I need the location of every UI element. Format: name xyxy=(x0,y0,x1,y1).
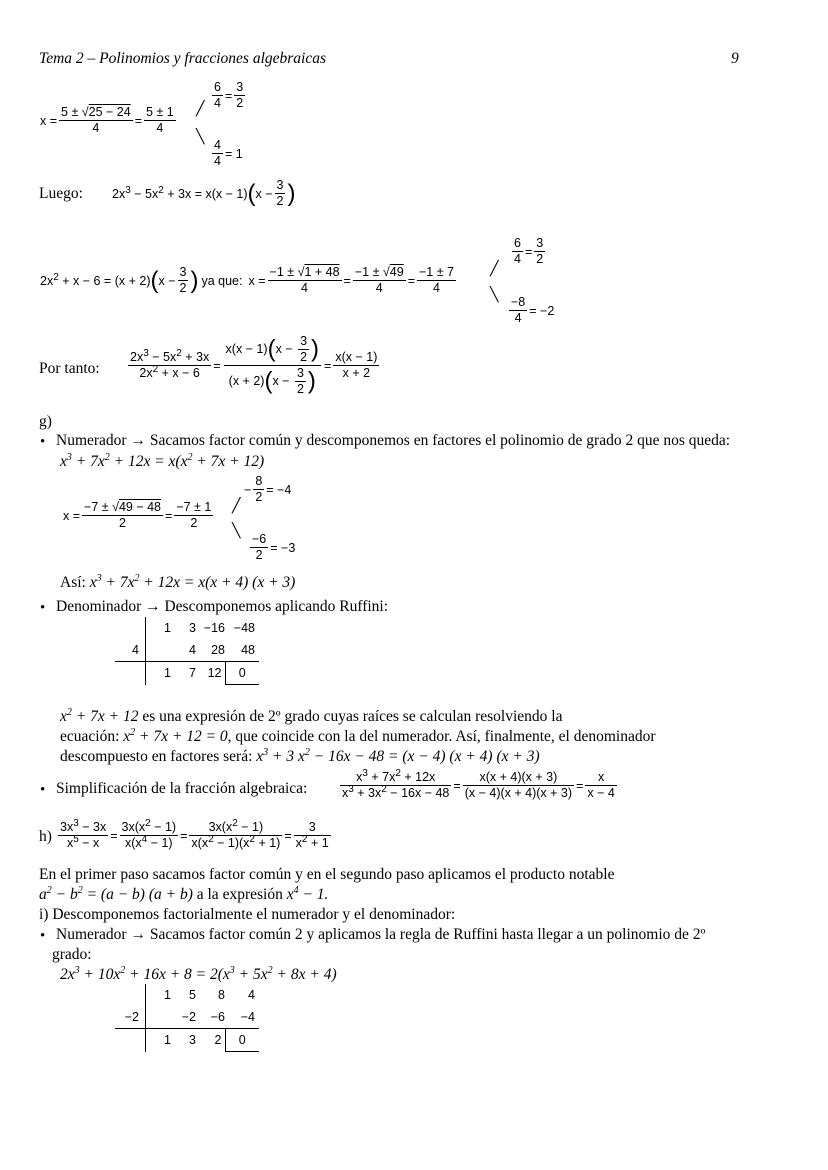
equation-denominator-factorization: $2x^2 + x - 6 = (x + 2)$ ( x − $\frac{3}{2}$ ) ya que: x = $\frac{-1 \pm √1 + 48}{4}$ = $\frac{-1 \pm √49}{4}$ = $\frac{-1 \pm 7}{4}$ xyxy=(40,265,455,295)
ruffini-cell: 4 xyxy=(171,639,196,662)
g-asi-line: Así: $x^3 + 7x^2 + 12x = x(x + 4) (x + 3)$ xyxy=(60,572,296,591)
ruffini-cell: 7 xyxy=(189,666,196,681)
ruffini-cell: −6 xyxy=(196,1006,225,1029)
branch-up: ╱ xyxy=(490,260,499,276)
root-fraction-bottom: $\frac{-6}{2}$ = −3 xyxy=(252,532,296,562)
ruffini-cell: 3 xyxy=(189,621,196,635)
ruffini-cell: 3 xyxy=(189,1033,196,1048)
equation-roots-1: x = $\frac{5 \pm √25 - 24}{4}$ = $\frac{5 \pm 1}{4}$ xyxy=(40,105,174,135)
luego-factorization: $2x^3 - 5x^2 + 3x = x(x - 1)$ ( x − $\frac{3}{2}$ ) xyxy=(112,178,296,208)
page-number: 9 xyxy=(731,50,739,67)
root-fraction-top: $\frac{6}{4}$ = $\frac{3}{2}$ xyxy=(214,80,244,110)
h-text-1: En el primer paso sacamos factor común y en el segundo paso aplicamos el producto notable xyxy=(39,866,615,883)
ruffini-cell: −48 xyxy=(233,621,255,635)
i-text-1: i) Descomponemos factorialmente el numerador y el denominador: xyxy=(39,906,456,923)
ruffini-cell: 1 xyxy=(164,988,171,1002)
ruffini-cell: 1 xyxy=(164,1033,171,1048)
ruffini-cell: 2 xyxy=(196,1029,225,1052)
i-grado-text: grado: xyxy=(52,946,92,963)
fraction-simplification-g: $\frac{x^3 + 7x^2 + 12x}{x^3 + 3x^2 - 16x - 48}$ = $\frac{x(x + 4)(x + 3)}{(x - 4)(x + 4)(x + 3)}$ = $\frac{x}{x - 4}$ xyxy=(342,767,615,800)
section-label-h: h) xyxy=(39,828,52,845)
ruffini-cell: −2 xyxy=(171,1006,196,1029)
luego-label: Luego: xyxy=(39,185,83,202)
ruffini-cell: 1 xyxy=(164,666,171,681)
root-fraction-bottom: $\frac{4}{4}$ = 1 xyxy=(214,138,243,168)
ruffini-cell: 4 xyxy=(248,988,255,1002)
root-fraction-top: $\frac{6}{4}$ = $\frac{3}{2}$ xyxy=(514,236,544,266)
root-fraction-top: − $\frac{8}{2}$ = −4 xyxy=(244,474,292,504)
bullet-icon: • xyxy=(40,928,46,944)
branch-down: ╲ xyxy=(490,286,499,302)
i-numerador-text: Numerador → Sacamos factor común 2 y aplicamos la regla de Ruffini hasta llegar a un polinomio de 2º xyxy=(56,926,706,943)
ruffini-cell: 1 xyxy=(164,621,171,635)
ruffini-remainder: 0 xyxy=(225,662,259,685)
ruffini-remainder: 0 xyxy=(225,1029,259,1052)
fraction-simplification-f: $\frac{2x^3 - 5x^2 + 3x}{2x^2 + x - 6}$ = x(x − 1)(x − $\frac{3}{2}$ ) (x + 2)(x − $\frac{3}{2}$ ) = $\frac{x(x - 1)}{x + 2}$ xyxy=(130,334,378,396)
branch-up: ╱ xyxy=(196,100,205,116)
branch-down: ╲ xyxy=(232,522,241,538)
ruffini-root: −2 xyxy=(115,1006,146,1029)
g-text-line-1: $x^2 + 7x + 12$ es una expresión de 2º grado cuyas raíces se calculan resolviendo la xyxy=(60,706,563,725)
bullet-icon: • xyxy=(40,782,46,798)
ruffini-table-i xyxy=(115,984,259,1052)
ya-que: ya que: xyxy=(201,273,243,288)
g-numerador-equation: $x^3 + 7x^2 + 12x = x(x^2 + 7x + 12)$ xyxy=(60,451,265,470)
g-text-line-3: descompuesto en factores será: $x^3 + 3$ $x^2 - 16x - 48 = (x - 4) (x + 4) (x + 3)$ xyxy=(60,746,540,765)
ruffini-cell: 28 xyxy=(196,639,225,662)
section-label-g: g) xyxy=(39,413,52,430)
g-numerador-text: Numerador → Sacamos factor común y descomponemos en factores el polinomio de grado 2 que nos queda: xyxy=(56,432,731,449)
h-text-2: a la expresión xyxy=(196,886,283,903)
h-text-line-2: $a^2 - b^2 = (a - b) (a + b)$ a la expresión $x^4 - 1$. xyxy=(39,884,329,903)
g-text-1: es una expresión de 2º grado cuyas raíces se calculan resolviendo la xyxy=(142,708,563,725)
bullet-icon: • xyxy=(40,600,46,616)
por-tanto-label: Por tanto: xyxy=(39,360,100,377)
page-header-title: Tema 2 – Polinomios y fracciones algebraicas xyxy=(39,50,327,67)
g-simplificacion-text: Simplificación de la fracción algebraica: xyxy=(56,780,308,797)
branch-up: ╱ xyxy=(232,497,241,513)
branch-down: ╲ xyxy=(196,128,205,144)
g-text-3: descompuesto en factores será: xyxy=(60,748,253,765)
ruffini-table-g xyxy=(115,617,259,685)
root-fraction-bottom: $\frac{-8}{4}$ = −2 xyxy=(511,295,555,325)
bullet-icon: • xyxy=(40,434,46,450)
i-numerador-equation: $2x^3 + 10x^2 + 16x + 8 = 2(x^3 + 5x^2 + 8x + 4)$ xyxy=(60,964,337,983)
equation-roots-g: x = $\frac{-7 \pm √49 - 48}{2}$ = $\frac{-7 \pm 1}{2}$ xyxy=(63,500,212,530)
g-text-line-2: ecuación: $x^2 + 7x + 12 = 0$, que coincide con la del numerador. Así, finalmente, el denominador xyxy=(60,726,656,745)
ruffini-cell: −16 xyxy=(203,621,225,635)
fraction-simplification-h: $\frac{3x^3 - 3x}{x^5 - x}$ = $\frac{3x(x^2 - 1)}{x(x^4 - 1)}$ = $\frac{3x(x^2 - 1)}{x(x^2 - 1)(x^2 + 1)}$ = $\frac{3}{x^2 + 1}$ xyxy=(60,817,329,850)
ruffini-root: 4 xyxy=(115,639,146,662)
ruffini-cell: −4 xyxy=(225,1006,259,1029)
ruffini-cell: 48 xyxy=(225,639,259,662)
g-text-2a: ecuación: xyxy=(60,728,120,745)
ruffini-cell: 8 xyxy=(218,988,225,1002)
ruffini-cell: 12 xyxy=(196,662,225,685)
g-denominador-text: Denominador → Descomponemos aplicando Ruffini: xyxy=(56,598,389,615)
ruffini-cell: 5 xyxy=(189,988,196,1002)
g-asi-label: Así: xyxy=(60,574,86,591)
g-text-2b: , que coincide con la del numerador. Así, finalmente, el denominador xyxy=(227,728,656,745)
